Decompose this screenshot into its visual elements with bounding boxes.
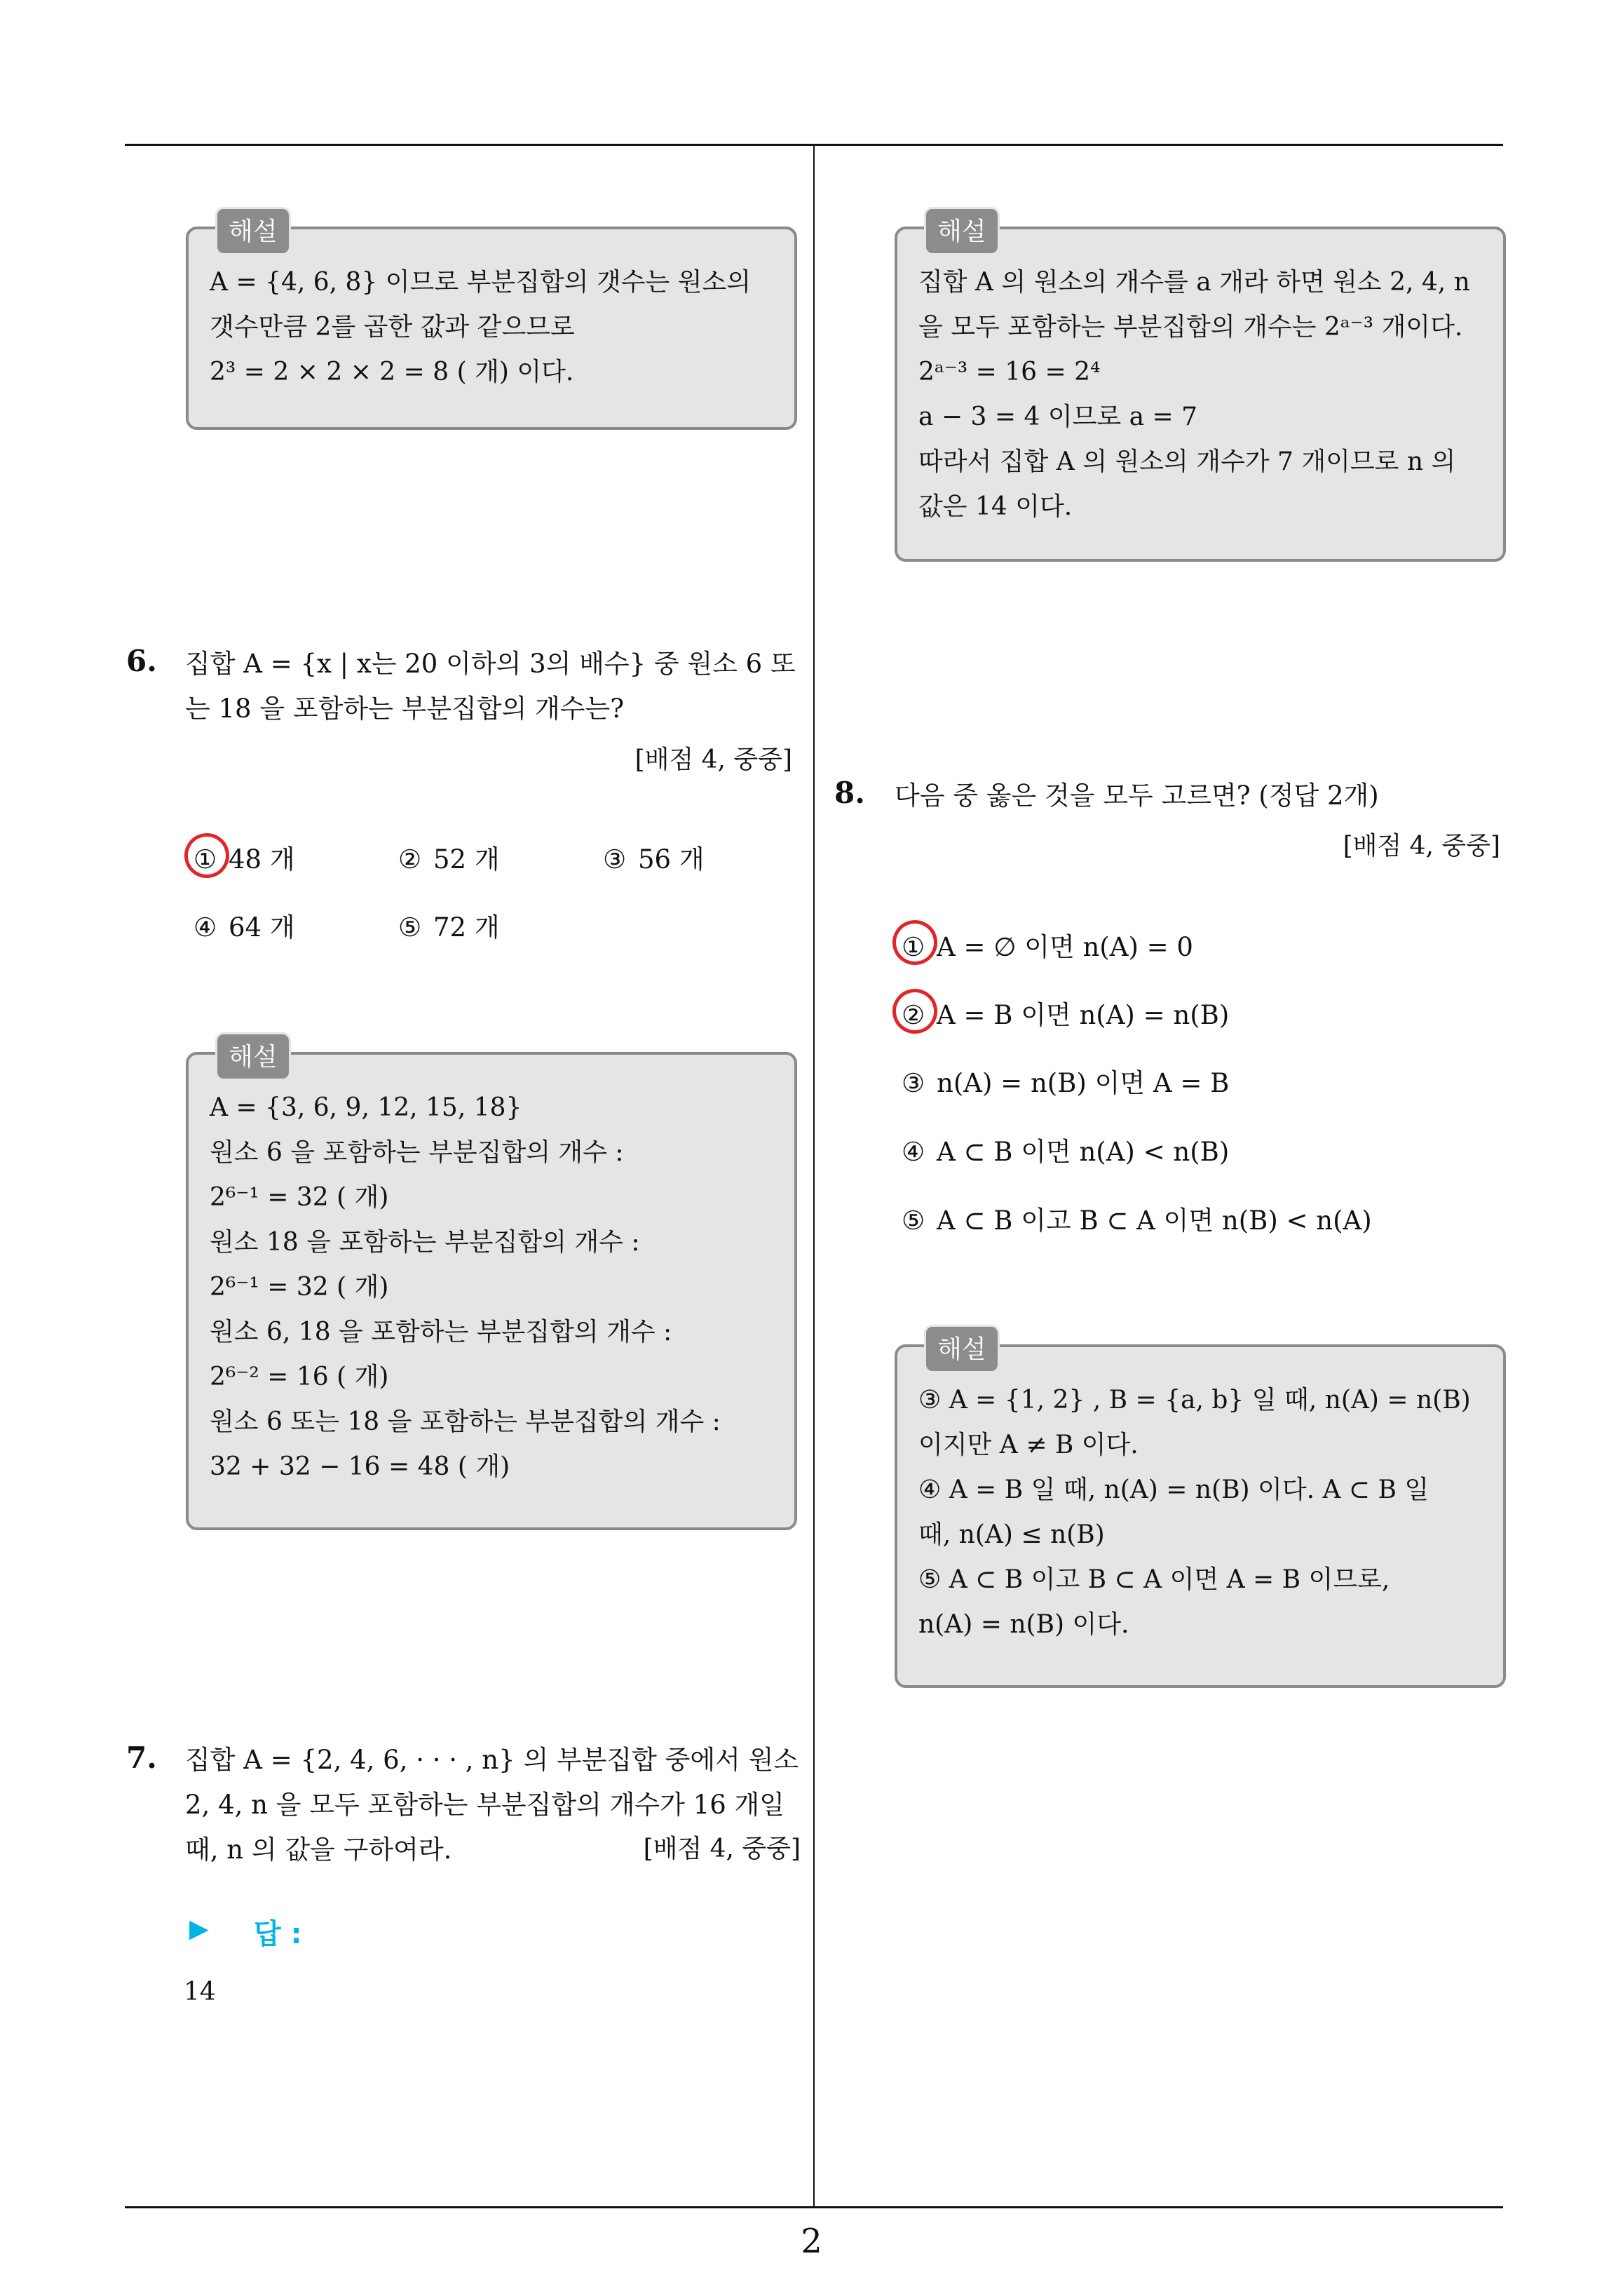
answer-choice-3[interactable] <box>603 838 705 876</box>
answer-choice-4[interactable] <box>902 1130 1229 1168</box>
solution-line: 따라서 집합 A 의 원소의 개수가 7 개이므로 n 의 <box>918 447 1456 476</box>
answer-choice-1[interactable] <box>193 838 295 876</box>
answer-choice-2[interactable] <box>902 994 1229 1032</box>
answer-choice-2[interactable] <box>398 838 500 876</box>
solution-line: 갯수만큼 2를 곱한 값과 같으므로 <box>210 313 575 342</box>
solution-line: 32 + 32 − 16 = 48 ( 개) <box>210 1452 510 1481</box>
choice-text: A ⊂ B 이고 B ⊂ A 이면 n(B) < n(A) <box>937 1206 1372 1236</box>
choice-text: 56 개 <box>638 844 705 874</box>
solution-box-q7 <box>895 217 1506 562</box>
question-line: 2, 4, n 을 모두 포함하는 부분집합의 개수가 16 개일 <box>185 1790 785 1820</box>
choice-number: ⑤ <box>398 912 422 943</box>
score-label: [배점 4, 중중] <box>1343 832 1500 860</box>
choice-number: ① <box>193 844 217 874</box>
solution-line: 이지만 A ≠ B 이다. <box>918 1431 1139 1459</box>
choice-number: ③ <box>902 1068 925 1098</box>
solution-tag: 해설 <box>215 1032 291 1081</box>
solution-tag: 해설 <box>924 1325 1000 1373</box>
solution-line: 원소 6 또는 18 을 포함하는 부분집합의 개수 : <box>210 1407 721 1436</box>
question-number: 6. <box>126 644 157 678</box>
solution-box-q6 <box>186 1043 797 1530</box>
choice-text: n(A) = n(B) 이면 A = B <box>937 1068 1230 1098</box>
solution-line: 2⁶⁻¹ = 32 ( 개) <box>210 1183 389 1212</box>
answer-choice-3[interactable] <box>902 1062 1229 1100</box>
choice-text: A ⊂ B 이면 n(A) < n(B) <box>937 1137 1230 1167</box>
question-number: 8. <box>834 776 865 810</box>
choice-number: ④ <box>902 1137 925 1167</box>
question-number: 7. <box>126 1741 157 1775</box>
choice-text: 52 개 <box>433 844 500 874</box>
question-text: 다음 중 옳은 것을 모두 고르면? (정답 2개) <box>895 781 1379 811</box>
choice-number: ① <box>902 932 925 962</box>
solution-line: 때, n(A) ≤ n(B) <box>918 1520 1105 1549</box>
column-divider <box>813 144 815 2208</box>
answer-choice-5[interactable] <box>398 906 500 944</box>
choice-text: 64 개 <box>229 912 295 943</box>
answer-arrow-icon: ▶ <box>189 1915 209 1943</box>
solution-line: 을 모두 포함하는 부분집합의 개수는 2ᵃ⁻³ 개이다. <box>918 313 1463 342</box>
solution-line: a − 3 = 4 이므로 a = 7 <box>918 403 1198 431</box>
question-line: 는 18 을 포함하는 부분집합의 개수는? <box>185 694 625 724</box>
solution-line: ④ A = B 일 때, n(A) = n(B) 이다. A ⊂ B 일 <box>918 1475 1430 1504</box>
solution-line: A = {3, 6, 9, 12, 15, 18} <box>210 1093 522 1122</box>
choice-text: 48 개 <box>229 844 295 874</box>
choice-number: ④ <box>193 912 217 943</box>
answer-choice-5[interactable] <box>902 1199 1372 1237</box>
solution-tag: 해설 <box>924 207 1000 255</box>
solution-line: A = {4, 6, 8} 이므로 부분집합의 갯수는 원소의 <box>210 268 751 297</box>
solution-line: n(A) = n(B) 이다. <box>918 1610 1129 1639</box>
solution-line: ⑤ A ⊂ B 이고 B ⊂ A 이면 A = B 이므로, <box>918 1565 1390 1594</box>
solution-line: 2ᵃ⁻³ = 16 = 2⁴ <box>918 358 1101 386</box>
score-label: [배점 4, 중중] <box>634 745 792 774</box>
choice-number: ② <box>902 1000 925 1030</box>
page-number: 2 <box>801 2222 822 2261</box>
solution-line: ③ A = {1, 2} , B = {a, b} 일 때, n(A) = n(B) <box>918 1386 1471 1414</box>
solution-line: 2⁶⁻² = 16 ( 개) <box>210 1363 389 1391</box>
answer-label: 답 : <box>254 1918 302 1950</box>
solution-line: 2³ = 2 × 2 × 2 = 8 ( 개) 이다. <box>210 358 574 386</box>
solution-line: 집합 A 의 원소의 개수를 a 개라 하면 원소 2, 4, n <box>918 268 1470 297</box>
solution-line: 원소 18 을 포함하는 부분집합의 개수 : <box>210 1228 640 1257</box>
choice-number: ② <box>398 844 422 874</box>
choice-number: ③ <box>603 844 627 874</box>
answer-value: 14 <box>184 1978 216 2006</box>
solution-box-q8 <box>895 1335 1506 1688</box>
solution-box-q5 <box>186 217 797 430</box>
solution-line: 2⁶⁻¹ = 32 ( 개) <box>210 1273 389 1302</box>
choice-number: ⑤ <box>902 1206 925 1236</box>
solution-line: 값은 14 이다. <box>918 492 1073 521</box>
answer-choice-1[interactable] <box>902 926 1193 964</box>
question-line: 집합 A = {2, 4, 6, · · · , n} 의 부분집합 중에서 원소 <box>185 1745 799 1775</box>
solution-line: 원소 6, 18 을 포함하는 부분집합의 개수 : <box>210 1318 672 1346</box>
question-text <box>185 642 796 731</box>
question-line: 집합 A = {x | x는 20 이하의 3의 배수} 중 원소 6 또 <box>185 649 796 679</box>
question-line: 때, n 의 값을 구하여라. <box>185 1835 452 1865</box>
solution-tag: 해설 <box>215 207 291 255</box>
solution-line: 원소 6 을 포함하는 부분집합의 개수 : <box>210 1138 624 1167</box>
choice-text: A = B 이면 n(A) = n(B) <box>937 1000 1230 1030</box>
footer-rule <box>125 2206 1503 2208</box>
answer-choice-4[interactable] <box>193 906 295 944</box>
choice-text: A = ∅ 이면 n(A) = 0 <box>937 932 1193 962</box>
score-label: [배점 4, 중중] <box>643 1835 801 1863</box>
choice-text: 72 개 <box>433 912 500 943</box>
